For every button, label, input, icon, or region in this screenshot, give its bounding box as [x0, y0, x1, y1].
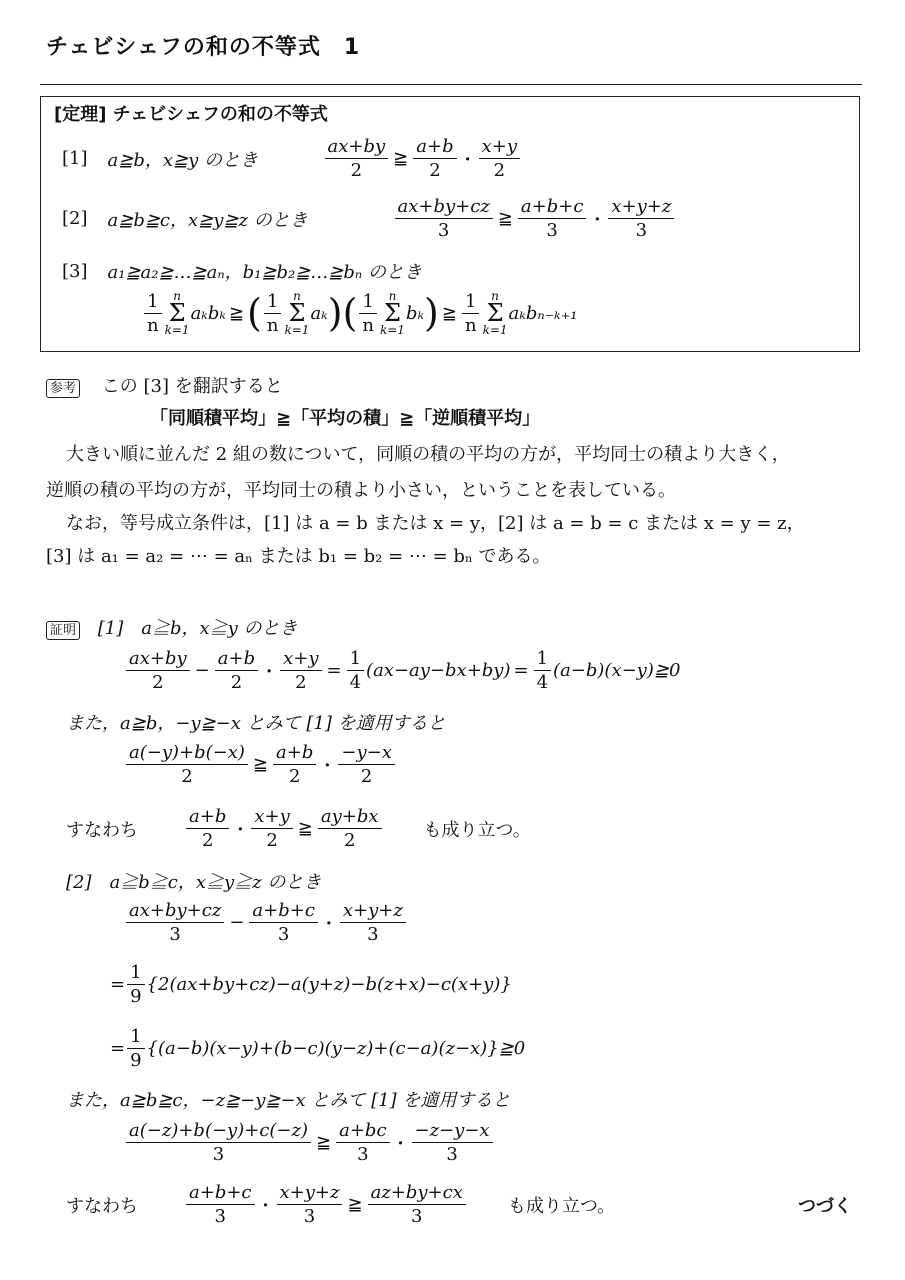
proof-2-line-3	[110, 1026, 525, 1071]
theorem-heading: [定理] チェビシェフの和の不等式	[54, 104, 328, 125]
proof-1-head	[46, 614, 298, 640]
proof-2-application	[124, 1120, 495, 1165]
equals-sign: =	[513, 660, 529, 681]
fraction: $\frac{ax+by}{2}$	[126, 648, 190, 693]
proof-2-equation	[124, 900, 408, 945]
item-label: [2]	[62, 208, 88, 229]
proof-tag: 証明	[46, 621, 80, 640]
expression: (ax−ay−bx+by)	[366, 660, 511, 681]
proof-1-condition: [1] a≧b，x≧y のとき	[97, 618, 298, 639]
page-title: チェビシェフの和の不等式 1	[46, 35, 361, 60]
proof-1-equation	[124, 648, 680, 693]
item-condition: a≧b，x≧y のとき	[107, 149, 258, 171]
item-condition: a≧b≧c，x≧y≧z のとき	[107, 209, 308, 231]
fraction: $\frac{a+b+c}{3}$	[186, 1182, 255, 1227]
term: aₖbₙ₋ₖ₊₁	[508, 302, 578, 324]
sunawachi-label: すなわち	[66, 1195, 138, 1217]
geq-sign: ≧	[497, 208, 513, 229]
left-paren: (	[342, 291, 358, 335]
right-paren: )	[327, 291, 343, 335]
geq-sign: ≧	[393, 148, 409, 169]
proof-2-also: また，a≧b≧c，−z≧−y≧−x とみて [1] を適用すると	[66, 1090, 511, 1111]
fraction: $\frac{az+by+cx}{3}$	[368, 1182, 466, 1227]
geq-sign: ≧	[252, 754, 269, 775]
fraction: $\frac{ax+by+cz}{3}$	[395, 196, 493, 241]
note-paragraph-line: [3] は a₁ = a₂ = ⋯ = aₙ または b₁ = b₂ = ⋯ = bₙ である。	[46, 546, 551, 567]
fraction: $\frac{ax+by+cz}{3}$	[126, 900, 224, 945]
minus-sign: −	[229, 912, 245, 933]
expression: (a−b)(x−y)≧0	[553, 660, 681, 681]
fraction: $\frac{a(-y)+b(-x)}{2}$	[126, 742, 248, 787]
dot-operator: ・	[256, 1195, 275, 1217]
fraction: $\frac{a+b+c}{3}$	[518, 196, 587, 241]
sum-symbol: n Σ k=1	[379, 289, 405, 337]
fraction: $\frac{1}{n}$	[462, 291, 480, 336]
term: aₖbₖ	[190, 302, 226, 324]
sum-symbol: n Σ k=1	[284, 289, 310, 337]
title-rule	[40, 84, 862, 85]
fraction: $\frac{1}{9}$	[127, 1026, 144, 1071]
fraction: $\frac{a+b+c}{3}$	[249, 900, 318, 945]
dot-operator: ・	[391, 1133, 410, 1155]
fraction: $\frac{1}{4}$	[534, 648, 551, 693]
note-paragraph-line: 逆順の積の平均の方が，平均同士の積より小さい，ということを表している。	[46, 480, 676, 501]
dot-operator: ・	[231, 819, 250, 841]
proof-2-head: [2] a≧b≧c，x≧y≧z のとき	[66, 872, 322, 893]
proof-2-result	[66, 1182, 615, 1227]
item-condition: a₁≧a₂≧…≧aₙ，b₁≧b₂≧…≧bₙ のとき	[107, 262, 422, 283]
theorem-item-1	[62, 136, 522, 181]
fraction: $\frac{a+b}{2}$	[413, 136, 456, 181]
dot-operator: ・	[458, 149, 477, 171]
note-paragraph-line: なお，等号成立条件は，[1] は a = b または x = y，[2] は a = b = c または x = y = z，	[66, 513, 805, 534]
fraction: $\frac{ax+by}{2}$	[325, 136, 389, 181]
geq-sign: ≧	[297, 818, 313, 839]
note-intro: この [3] を翻訳すると	[101, 376, 283, 397]
fraction: $\frac{x+y+z}{3}$	[277, 1182, 343, 1227]
fraction: $\frac{1}{n}$	[359, 291, 377, 336]
holds-text: も成り立つ。	[507, 1195, 616, 1217]
fraction: $\frac{x+y}{2}$	[280, 648, 321, 693]
fraction: $\frac{a(-z)+b(-y)+c(-z)}{3}$	[126, 1120, 311, 1165]
fraction: $\frac{a+b}{2}$	[215, 648, 258, 693]
fraction: $\frac{-y-x}{2}$	[338, 742, 394, 787]
note-paragraph-line: 大きい順に並んだ 2 組の数について，同順の積の平均の方が，平均同士の積より大きく，	[66, 444, 790, 465]
term: aₖ	[310, 302, 328, 324]
geq-sign: ≧	[316, 1132, 332, 1153]
dot-operator: ・	[319, 913, 338, 935]
dot-operator: ・	[588, 209, 607, 231]
holds-text: も成り立つ。	[423, 819, 531, 841]
theorem-item-2	[62, 196, 676, 241]
fraction: $\frac{x+y}{2}$	[479, 136, 520, 181]
equals-sign: =	[326, 660, 342, 681]
geq-sign: ≧	[347, 1194, 363, 1215]
note-emphasis: 「同順積平均」≧「平均の積」≧「逆順積平均」	[150, 408, 541, 429]
dot-operator: ・	[260, 661, 279, 683]
geq-sign: ≧	[228, 302, 245, 324]
fraction: $\frac{a+b}{2}$	[186, 806, 229, 851]
fraction: $\frac{x+y+z}{3}$	[340, 900, 406, 945]
dot-operator: ・	[318, 755, 337, 777]
fraction: $\frac{a+bc}{3}$	[336, 1120, 389, 1165]
term: bₖ	[405, 302, 425, 324]
fraction: $\frac{1}{4}$	[347, 648, 364, 693]
expression: {(a−b)(x−y)+(b−c)(y−z)+(c−a)(z−x)}≧0	[146, 1038, 526, 1059]
fraction: $\frac{x+y}{2}$	[251, 806, 292, 851]
equals-sign: =	[110, 974, 126, 995]
sum-symbol: n Σ k=1	[482, 289, 508, 337]
expression: {2(ax+by+cz)−a(y+z)−b(z+x)−c(x+y)}	[146, 974, 512, 995]
theorem-item-3-formula	[142, 290, 577, 336]
note-tag: 参考	[46, 379, 80, 398]
item-label: [3]	[62, 260, 88, 282]
sunawachi-label: すなわち	[66, 819, 138, 841]
fraction: $\frac{x+y+z}{3}$	[608, 196, 674, 241]
geq-sign: ≧	[441, 302, 457, 324]
continued-label: つづく	[798, 1196, 852, 1217]
sum-symbol: n Σ k=1	[164, 289, 190, 337]
proof-1-application	[124, 742, 397, 787]
right-paren: )	[424, 291, 439, 335]
theorem-item-3	[62, 258, 422, 284]
equals-sign: =	[110, 1038, 126, 1059]
fraction: $\frac{-z-y-x}{3}$	[412, 1120, 493, 1165]
fraction: $\frac{ay+bx}{2}$	[318, 806, 382, 851]
left-paren: (	[247, 291, 262, 335]
proof-1-also: また，a≧b，−y≧−x とみて [1] を適用すると	[66, 713, 446, 734]
fraction: $\frac{1}{n}$	[144, 291, 162, 336]
item-label: [1]	[62, 148, 88, 169]
minus-sign: −	[194, 660, 210, 681]
note-line	[46, 372, 283, 398]
fraction: $\frac{1}{9}$	[127, 962, 144, 1007]
proof-1-result	[66, 806, 531, 851]
fraction: $\frac{a+b}{2}$	[273, 742, 316, 787]
fraction: $\frac{1}{n}$	[264, 291, 282, 336]
proof-2-line-2	[110, 962, 512, 1007]
